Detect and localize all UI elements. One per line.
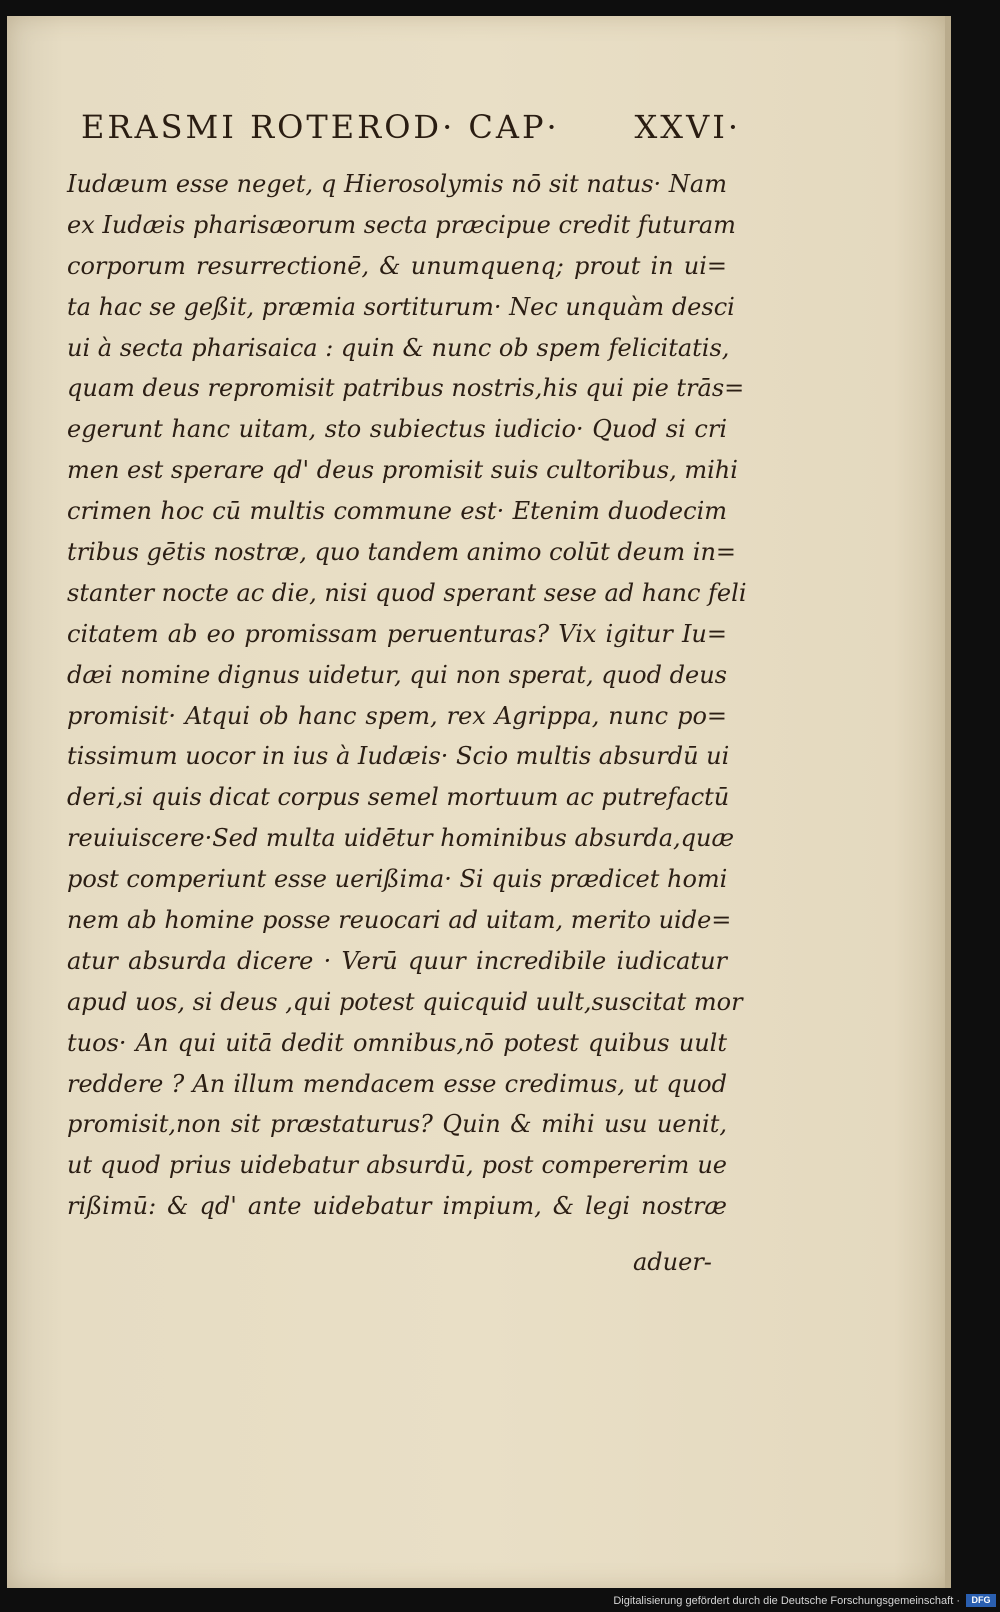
text-line: dæi nomine dignus uidetur, qui non sperat, quod deus — [67, 660, 727, 689]
text-line: tribus gētis nostræ, quo tandem animo colūt deum in= — [67, 538, 737, 567]
text-line: promisit· Atqui ob hanc spem, rex Agrippa, nunc po= — [67, 701, 727, 730]
text-line: deri,si quis dicat corpus semel mortuum ac putrefactū — [67, 783, 730, 812]
chapter-number: XXVI· — [634, 108, 741, 146]
text-line: apud uos, si deus ,qui potest quicquid uult,suscitat mor — [67, 987, 743, 1016]
text-line: post comperiunt esse uerißima· Si quis prædicet homi — [67, 865, 728, 894]
text-line: crimen hoc cū multis commune est· Etenim duodecim — [67, 497, 727, 526]
text-line: promisit,non sit præstaturus? Quin & mihi usu uenit, — [67, 1110, 727, 1139]
text-line: tuos· An qui uitā dedit omnibus,nō potest quibus uult — [67, 1028, 727, 1057]
running-head-title: ERASMI ROTEROD· CAP· — [81, 108, 560, 146]
running-head — [81, 108, 741, 146]
text-line: quam deus repromisit patribus nostris,his qui pie trās= — [67, 374, 745, 403]
catchword: aduer- — [633, 1248, 712, 1276]
text-line: nem ab homine posse reuocari ad uitam, merito uide= — [67, 906, 732, 935]
funding-credit: Digitalisierung gefördert durch die Deutsche Forschungsgemeinschaft · — [613, 1595, 960, 1607]
text-line: corporum resurrectionē, & unumquenq; prout in ui= — [67, 251, 727, 280]
text-line: ex Iudæis pharisæorum secta præcipue credit futuram — [67, 210, 736, 239]
page-edge — [945, 16, 951, 1588]
text-line: citatem ab eo promissam peruenturas? Vix igitur Iu= — [67, 619, 727, 648]
text-line: reuiuiscere·Sed multa uidētur hominibus absurda,quæ — [67, 824, 735, 853]
text-line: egerunt hanc uitam, sto subiectus iudicio· Quod si cri — [67, 415, 727, 444]
text-line: rißimū: & qd' ante uidebatur impium, & legi nostræ — [67, 1192, 727, 1221]
text-line: stanter nocte ac die, nisi quod sperant sese ad hanc feli — [67, 578, 747, 607]
text-line: ta hac se geßit, præmia sortiturum· Nec unquàm desci — [67, 292, 735, 321]
body-text — [67, 164, 747, 1227]
dfg-logo: DFG — [966, 1594, 996, 1607]
text-line: Iudæum esse neget, q Hierosolymis nō sit natus· Nam — [67, 170, 727, 198]
text-line: atur absurda dicere · Verū quur incredibile iudicatur — [67, 946, 727, 975]
text-line: reddere ? An illum mendacem esse credimus, ut quod — [67, 1069, 727, 1098]
text-line: men est sperare qd' deus promisit suis cultoribus, mihi — [67, 456, 738, 485]
book-page — [7, 16, 951, 1588]
text-line: ui à secta pharisaica : quin & nunc ob spem felicitatis, — [67, 333, 730, 362]
footer-bar — [0, 1588, 1000, 1612]
text-line: tissimum uocor in ius à Iudæis· Scio multis absurdū ui — [67, 742, 730, 771]
text-line: ut quod prius uidebatur absurdū, post compererim ue — [67, 1151, 727, 1180]
